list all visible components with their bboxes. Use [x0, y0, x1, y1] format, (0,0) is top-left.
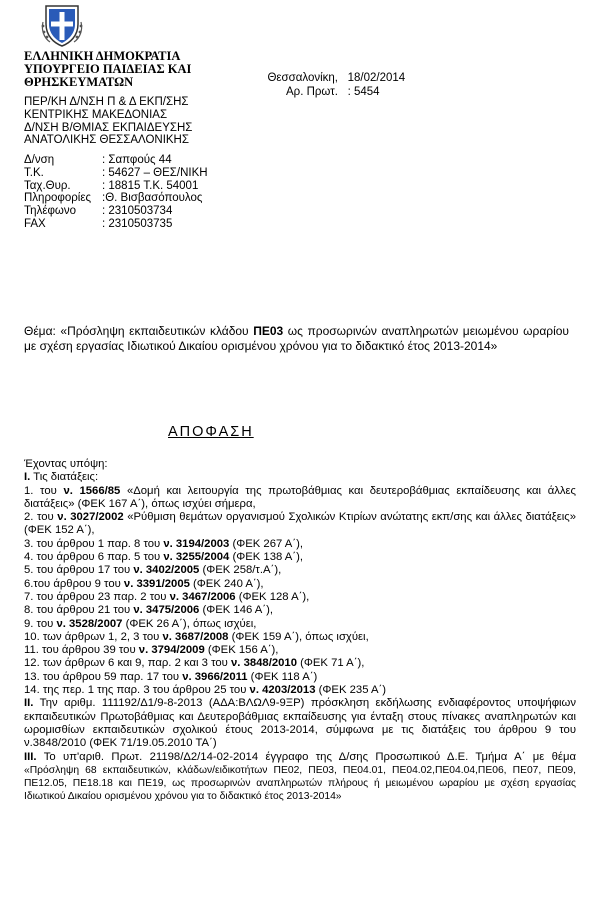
- dept-line: ΚΕΝΤΡΙΚΗΣ ΜΑΚΕΔΟΝΙΑΣ: [24, 108, 168, 121]
- provision-item: 1. του ν. 1566/85 «Δομή και λειτουργία της πρωτοβάθμιας και δευτεροβάθμιας εκπαίδευσης και άλλες διατάξεις» (ΦΕΚ 167 Α΄), όπως ισχύει σήμερα,: [24, 484, 576, 510]
- date-protocol-block: [244, 71, 405, 99]
- org-header: [24, 50, 191, 89]
- subject: Θέμα: «Πρόσληψη εκπαιδευτικών κλάδου ΠΕ03 ως προσωρινών αναπληρωτών μειωμένου ωραρίου με σχέση εργασίας Ιδιωτικού Δικαίου ορισμένου χρόνου για το διδακτικό έτος 2013-2014»: [24, 324, 569, 353]
- contact-row: Ταχ.Θυρ. : 18815 Τ.Κ. 54001: [24, 179, 199, 192]
- intro: Έχοντας υπόψη:: [24, 458, 108, 470]
- provision-item: 13. του άρθρου 59 παρ. 17 του ν. 3966/2011 (ΦΕΚ 118 Α΄): [24, 670, 318, 683]
- provision-item: 11. του άρθρου 39 του ν. 3794/2009 (ΦΕΚ 156 Α΄),: [24, 644, 279, 657]
- provision-item: 14. της περ. 1 της παρ. 3 του άρθρου 25 του ν. 4203/2013 (ΦΕΚ 235 Α΄): [24, 684, 387, 697]
- contact-row: FAX : 2310503735: [24, 217, 173, 230]
- dept-line: Δ/ΝΣΗ Β/ΘΜΙΑΣ ΕΚΠΑΙΔΕΥΣΗΣ: [24, 121, 193, 134]
- provision-item: 2. του ν. 3027/2002 «Ρύθμιση θεμάτων οργανισμού Σχολικών Κτιρίων ανώτατης εκπ/σης και άλλες διατάξεις» (ΦΕΚ 152 Α΄),: [24, 511, 576, 537]
- page-title: ΑΠΟΦΑΣΗ: [168, 424, 254, 440]
- subject-branch: ΠΕ03: [253, 324, 284, 338]
- contact-block: [24, 154, 208, 231]
- provision-item: 4. του άρθρου 6 παρ. 5 του ν. 3255/2004 (ΦΕΚ 138 Α΄),: [24, 551, 303, 564]
- provision-item: 7. του άρθρου 23 παρ. 2 του ν. 3467/2006 (ΦΕΚ 128 Α΄),: [24, 590, 310, 603]
- provision-item: 5. του άρθρου 17 του ν. 3402/2005 (ΦΕΚ 258/τ.Α΄),: [24, 564, 282, 577]
- org-line: ΘΡΗΣΚΕΥΜΑΤΩΝ: [24, 75, 134, 89]
- dept-line: ΠΕΡ/ΚΗ Δ/ΝΣΗ Π & Δ ΕΚΠ/ΣΗΣ: [24, 96, 189, 108]
- provision-item: 10. των άρθρων 1, 2, 3 του ν. 3687/2008 (ΦΕΚ 159 Α΄), όπως ισχύει,: [24, 630, 369, 643]
- section-1-heading: Ι. Τις διατάξεις:: [24, 471, 99, 484]
- provision-item: 3. του άρθρου 1 παρ. 8 του ν. 3194/2003 (ΦΕΚ 267 Α΄),: [24, 537, 303, 550]
- decision-body: [24, 458, 576, 804]
- provision-item: 8. του άρθρου 21 του ν. 3475/2006 (ΦΕΚ 146 Α΄),: [24, 604, 273, 617]
- contact-row: Πληροφορίες :Θ. Βισβασόπουλος: [24, 192, 203, 205]
- greek-coat-of-arms-icon: [40, 2, 84, 48]
- org-line: ΥΠΟΥΡΓΕΙΟ ΠΑΙΔΕΙΑΣ ΚΑΙ: [24, 62, 192, 76]
- section-3: ΙΙΙ. Το υπ'αριθ. Πρωτ. 21198/Δ2/14-02-2014 έγγραφο της Δ/σης Προσωπικού Δ.Ε. Τμήμα Α΄ με θέμα «Πρόσληψη 68 εκπαιδευτικών, κλάδων/ειδικοτήτων ΠΕ02, ΠΕ03, ΠΕ04.01, ΠΕ04.02,ΠΕ04.04,ΠΕ06, ΠΕ07, ΠΕ09, ΠΕ12.05, ΠΕ18.18 και ΠΕ19, ως προσωρινών αναπληρωτών πλήρους ή μειωμένου ωραρίου με σχέση εργασίας Ιδιωτικού Δικαίου ορισμένου χρόνου για το διδακτικό έτος 2013-2014»: [24, 750, 577, 803]
- dept-line: ΑΝΑΤΟΛΙΚΗΣ ΘΕΣΣΑΛΟΝΙΚΗΣ: [24, 134, 189, 147]
- contact-row: Δ/νση : Σαπφούς 44: [24, 154, 172, 166]
- place-label: Θεσσαλονίκη,: [267, 72, 338, 84]
- provision-item: 9. του ν. 3528/2007 (ΦΕΚ 26 Α΄), όπως ισχύει,: [24, 617, 257, 630]
- contact-row: Τηλέφωνο : 2310503734: [24, 205, 173, 218]
- document-date: 18/02/2014: [347, 72, 406, 84]
- org-line: ΕΛΛΗΝΙΚΗ ΔΗΜΟΚΡΑΤΙΑ: [24, 49, 181, 63]
- protocol-number: : 5454: [347, 86, 380, 98]
- department-header: [24, 96, 192, 147]
- section-2: ΙΙ. Την αριθμ. 111192/Δ1/9-8-2013 (ΑΔΑ:ΒΛΩΛ9-9ΞΡ) πρόσκληση εκδήλωσης ενδιαφέροντος υποψήφιων εκπαιδευτικών Πρωτοβάθμιας και Δευτεροβάθμιας εκπαίδευσης για ένταξη στους πίνακες αναπληρωτών και ωρομισθίων εκπαιδευτικών σχολικού έτους 2013-2014, σύμφωνα με τις διατάξεις του άρθρου 9 του ν.3848/2010 (ΦΕΚ 71/19.05.2010 ΤΑ΄): [24, 697, 577, 750]
- section-3-quote: «Πρόσληψη 68 εκπαιδευτικών, κλάδων/ειδικοτήτων ΠΕ02, ΠΕ03, ΠΕ04.01, ΠΕ04.02,ΠΕ04.04,ΠΕ06, ΠΕ07, ΠΕ09, ΠΕ12.05, ΠΕ18.18 και ΠΕ19, ως προσωρινών αναπληρωτών πλήρους ή μειωμένου ωραρίου με σχέση εργασίας Ιδιωτικού Δικαίου ορισμένου χρόνου για το διδακτικό έτος 2013-2014»: [24, 764, 576, 803]
- protocol-label: Αρ. Πρωτ.: [285, 86, 338, 98]
- provision-item: 12. των άρθρων 6 και 9, παρ. 2 και 3 του ν. 3848/2010 (ΦΕΚ 71 Α΄),: [24, 657, 365, 670]
- contact-row: Τ.Κ. : 54627 – ΘΕΣ/ΝΙΚΗ: [24, 166, 208, 179]
- provision-item: 6.του άρθρου 9 του ν. 3391/2005 (ΦΕΚ 240 Α΄),: [24, 577, 264, 590]
